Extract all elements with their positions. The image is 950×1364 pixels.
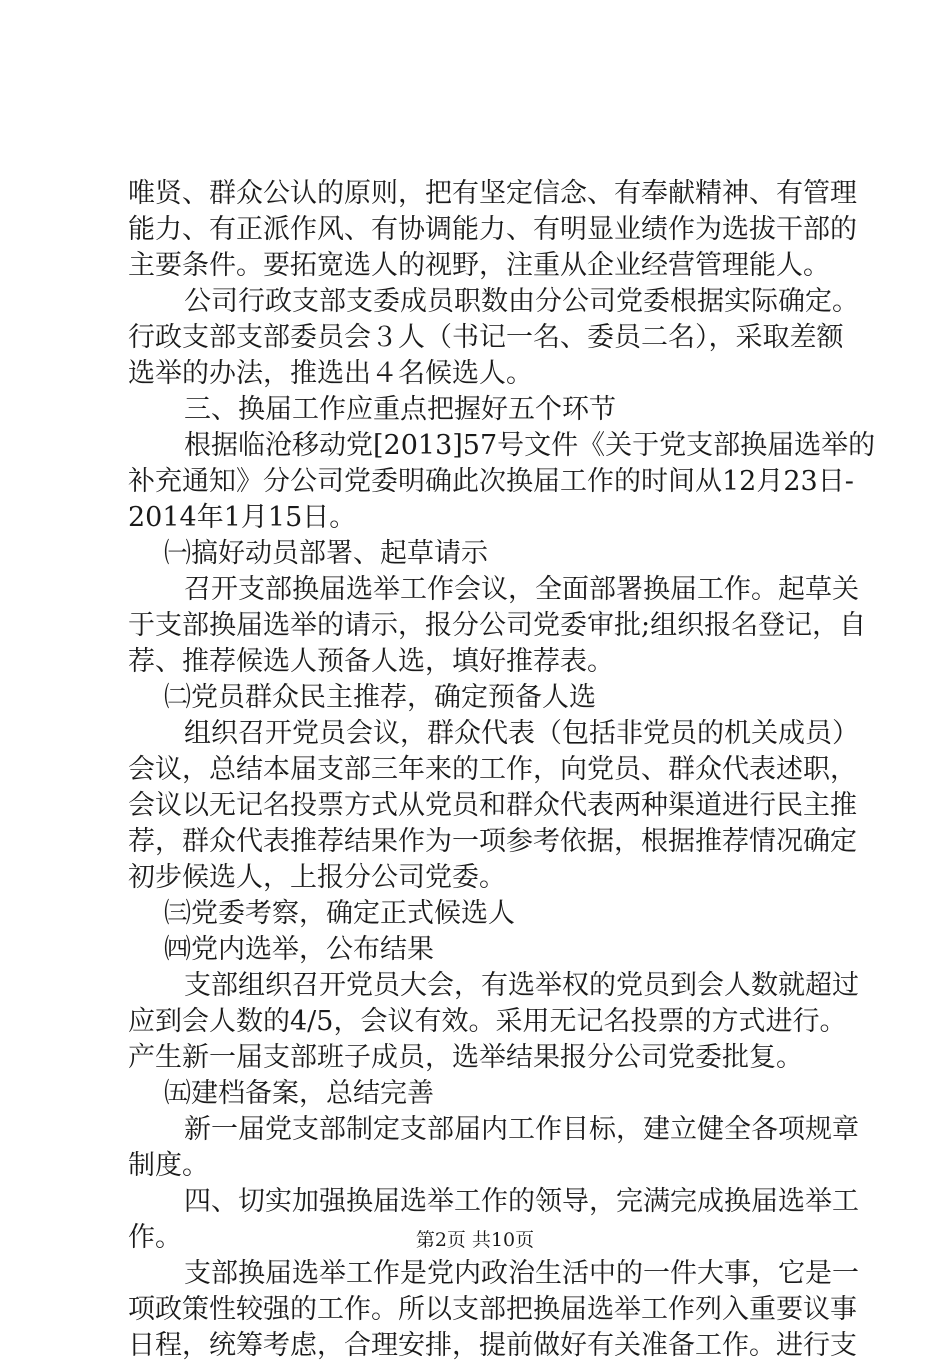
body-line: 根据临沧移动党[2013]57号文件《关于党支部换届选举的 [184, 430, 876, 461]
section-heading: 四、切实加强换届选举工作的领导，完满完成换届选举工 [184, 1186, 859, 1217]
body-line: 新一届党支部制定支部届内工作目标，建立健全各项规章 [184, 1114, 859, 1145]
body-line: 初步候选人，上报分公司党委。 [128, 862, 506, 893]
body-line: 能力、有正派作风、有协调能力、有明显业绩作为选拔干部的 [128, 214, 857, 245]
body-line: 会议，总结本届支部三年来的工作，向党员、群众代表述职， [128, 754, 857, 785]
document-body [128, 176, 876, 1364]
section-heading: 三、换届工作应重点把握好五个环节 [184, 394, 616, 425]
body-line: 支部换届选举工作是党内政治生活中的一件大事，它是一 [184, 1258, 859, 1289]
body-line: 产生新一届支部班子成员，选举结果报分公司党委批复。 [128, 1042, 803, 1073]
body-line: 荐、推荐候选人预备人选，填好推荐表。 [128, 646, 614, 677]
body-line: 支部组织召开党员大会，有选举权的党员到会人数就超过 [184, 970, 859, 1001]
body-line: 于支部换届选举的请示，报分公司党委审批;组织报名登记，自 [128, 610, 867, 641]
body-line: 2014年1月15日。 [128, 502, 357, 533]
page-number: 第2页 共10页 [415, 1229, 535, 1251]
body-line: 组织召开党员会议，群众代表（包括非党员的机关成员） [184, 718, 859, 749]
body-line: 应到会人数的4/5，会议有效。采用无记名投票的方式进行。 [128, 1006, 847, 1037]
body-line: 唯贤、群众公认的原则，把有坚定信念、有奉献精神、有管理 [128, 178, 857, 209]
body-line: 项政策性较强的工作。所以支部把换届选举工作列入重要议事 [128, 1294, 857, 1325]
body-line: 主要条件。要拓宽选人的视野，注重从企业经营管理能人。 [128, 250, 830, 281]
section-heading: 作。 [128, 1222, 182, 1253]
subsection-heading: ㈤建档备案，总结完善 [164, 1078, 434, 1109]
subsection-heading: ㈣党内选举，公布结果 [164, 934, 434, 965]
body-line: 选举的办法，推选出４名候选人。 [128, 358, 533, 389]
body-line: 日程，统筹考虑，合理安排，提前做好有关准备工作。进行支 [128, 1330, 857, 1361]
page-footer [0, 1228, 950, 1252]
subsection-heading: ㈡党员群众民主推荐，确定预备人选 [164, 682, 596, 713]
body-line: 召开支部换届选举工作会议，全面部署换届工作。起草关 [184, 574, 859, 605]
body-line: 会议以无记名投票方式从党员和群众代表两种渠道进行民主推 [128, 790, 857, 821]
subsection-heading: ㈠搞好动员部署、起草请示 [164, 538, 488, 569]
body-line: 制度。 [128, 1150, 209, 1181]
body-line: 行政支部支部委员会３人（书记一名、委员二名），采取差额 [128, 322, 844, 353]
subsection-heading: ㈢党委考察，确定正式候选人 [164, 898, 515, 929]
body-line: 荐，群众代表推荐结果作为一项参考依据，根据推荐情况确定 [128, 826, 857, 857]
body-line: 补充通知》分公司党委明确此次换届工作的时间从12月23日- [128, 466, 854, 497]
body-line: 公司行政支部支委成员职数由分公司党委根据实际确定。 [184, 286, 859, 317]
